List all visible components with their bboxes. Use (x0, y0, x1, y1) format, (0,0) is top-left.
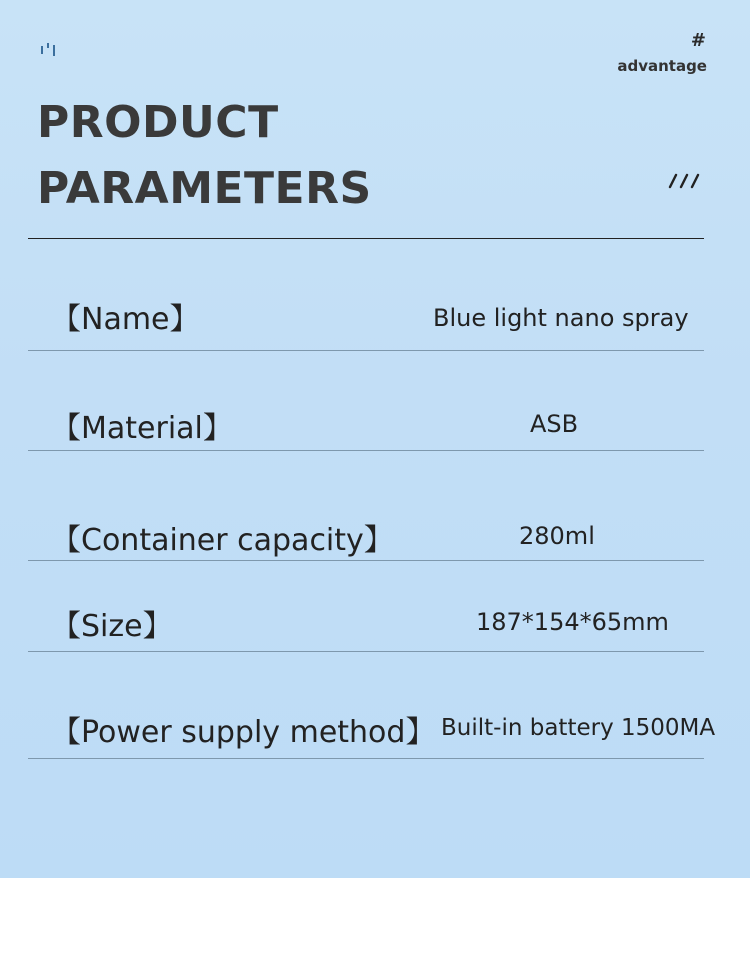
param-value-material: ASB (530, 410, 579, 438)
param-label-power: 【Power supply method】 (51, 715, 436, 750)
param-label-size: 【Size】 (51, 609, 173, 644)
row-divider (28, 450, 704, 451)
param-value-name: Blue light nano spray (433, 304, 689, 332)
row-divider (28, 350, 704, 351)
corner-marks-icon (41, 43, 59, 57)
hash-symbol: # (690, 30, 706, 51)
row-divider (28, 651, 704, 652)
param-value-size: 187*154*65mm (476, 608, 669, 636)
param-label-name: 【Name】 (51, 302, 200, 337)
advantage-label: advantage (617, 57, 707, 75)
param-value-capacity: 280ml (519, 522, 595, 550)
title-line-1: PRODUCT (37, 97, 279, 148)
triple-slash-icon (664, 170, 704, 190)
param-label-capacity: 【Container capacity】 (51, 523, 394, 558)
row-divider (28, 560, 704, 561)
title-line-2: PARAMETERS (37, 163, 372, 214)
param-value-power: Built-in battery 1500MA (441, 715, 716, 741)
page-title (37, 90, 372, 222)
param-label-material: 【Material】 (51, 411, 233, 446)
header-divider (28, 238, 704, 239)
row-divider (28, 758, 704, 759)
